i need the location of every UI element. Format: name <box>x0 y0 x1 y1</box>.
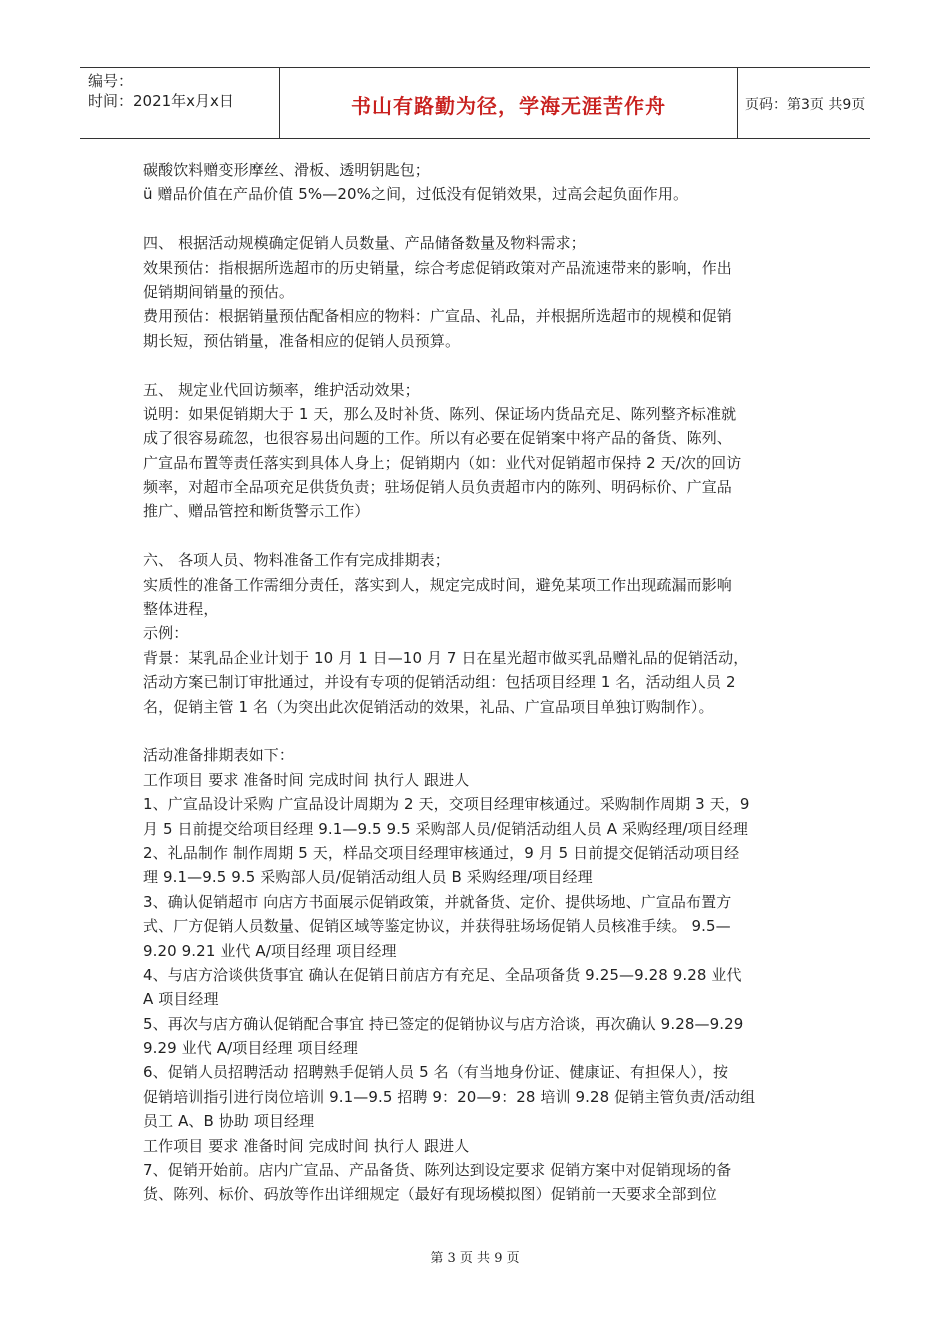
body-text-line: 示例： <box>143 624 189 643</box>
header-motto: 书山有路勤为径，学海无涯苦作舟 <box>351 94 666 118</box>
body-text-line: A 项目经理 <box>143 990 219 1009</box>
body-text-line: 广宣品布置等责任落实到具体人身上；促销期内（如：业代对促销超市保持 2 天/次的回访 <box>143 453 742 472</box>
blank-line <box>143 353 808 377</box>
header-left-cell <box>80 68 279 138</box>
body-text-line: 理 9.1—9.5 9.5 采购部人员/促销活动组人员 B 采购经理/项目经理 <box>143 868 593 887</box>
body-text-line: 2、礼品制作 制作周期 5 天，样品交项目经理审核通过，9 月 5 日前提交促销活动项目经 <box>143 843 740 862</box>
body-text-line: 9.29 业代 A/项目经理 项目经理 <box>143 1039 358 1058</box>
body-text-line: 式、厂方促销人员数量、促销区域等鉴定协议，并获得驻场场促销人员核准手续。 9.5— <box>143 917 731 936</box>
body-text-line: 5、再次与店方确认促销配合事宜 持已签定的促销协议与店方洽谈，再次确认 9.28—9.29 <box>143 1014 744 1033</box>
document-number-label: 编号： <box>88 72 134 90</box>
body-text-line: 7、促销开始前。店内广宣品、产品备货、陈列达到设定要求 促销方案中对促销现场的备 <box>143 1161 732 1180</box>
body-text-line: 费用预估：根据销量预估配备相应的物料：广宣品、礼品，并根据所选超市的规模和促销 <box>143 307 732 326</box>
blank-line <box>143 719 808 743</box>
body-text-line: 六、 各项人员、物料准备工作有完成排期表； <box>143 551 450 570</box>
body-text-line: 成了很容易疏忽，也很容易出问题的工作。所以有必要在促销案中将产品的备货、陈列、 <box>143 429 732 448</box>
body-text-line: 活动方案已制订审批通过，并设有专项的促销活动组：包括项目经理 1 名，活动组人员 2 <box>143 673 736 692</box>
blank-line <box>143 524 808 548</box>
body-text-line: 6、促销人员招聘活动 招聘熟手促销人员 5 名（有当地身份证、健康证、有担保人），按 <box>143 1063 729 1082</box>
body-text-line: 工作项目 要求 准备时间 完成时间 执行人 跟进人 <box>143 770 470 789</box>
body-text-line: 名，促销主管 1 名（为突出此次促销活动的效果，礼品、广宣品项目单独订购制作）。 <box>143 697 714 716</box>
body-text-line: ü 赠品价值在产品价值 5%—20%之间，过低没有促销效果，过高会起负面作用。 <box>143 185 689 204</box>
document-date: 时间：2021年x月x日 <box>88 92 234 110</box>
body-text-line: 背景：某乳品企业计划于 10 月 1 日—10 月 7 日在星光超市做买乳品赠礼品的促销活动， <box>143 648 749 667</box>
body-text-line: 整体进程， <box>143 600 219 619</box>
body-text-line: 月 5 日前提交给项目经理 9.1—9.5 9.5 采购部人员/促销活动组人员 A 采购经理/项目经理 <box>143 819 748 838</box>
body-text-line: 1、广宣品设计采购 广宣品设计周期为 2 天，交项目经理审核通过。采购制作周期 3 天，9 <box>143 795 750 814</box>
body-text-line: 4、与店方洽谈供货事宜 确认在促销日前店方有充足、全品项备货 9.25—9.28 9.28 业代 <box>143 965 742 984</box>
page-footer: 第 3 页 共 9 页 <box>430 1251 520 1266</box>
body-text-line: 五、 规定业代回访频率，维护活动效果； <box>143 380 420 399</box>
body-text-line: 四、 根据活动规模确定促销人员数量、产品储备数量及物料需求； <box>143 234 586 253</box>
body-text-line: 说明：如果促销期大于 1 天，那么及时补货、陈列、保证场内货品充足、陈列整齐标准就 <box>143 404 737 423</box>
body-text-line: 9.20 9.21 业代 A/项目经理 项目经理 <box>143 941 397 960</box>
body-text-line: 碳酸饮料赠变形摩丝、滑板、透明钥匙包； <box>143 161 430 179</box>
body-text-line: 活动准备排期表如下： <box>143 746 295 765</box>
body-text-line: 货、陈列、标价、码放等作出详细规定（最好有现场模拟图）促销前一天要求全部到位 <box>143 1185 717 1204</box>
body-text-line: 效果预估：指根据所选超市的历史销量，综合考虑促销政策对产品流速带来的影响，作出 <box>143 258 732 277</box>
header-motto-cell <box>279 68 738 138</box>
body-text-line: 员工 A、B 协助 项目经理 <box>143 1112 315 1131</box>
document-body <box>143 158 808 1207</box>
body-text-line: 频率，对超市全品项充足供货负责；驻场促销人员负责超市内的陈列、明码标价、广宣品 <box>143 478 732 497</box>
header-page-info: 页码：第3页 共9页 <box>745 97 866 113</box>
blank-line <box>143 207 808 231</box>
body-text-line: 期长短，预估销量，准备相应的促销人员预算。 <box>143 331 461 350</box>
body-text-line: 推广、赠品管控和断货警示工作） <box>143 502 370 521</box>
body-text-line: 工作项目 要求 准备时间 完成时间 执行人 跟进人 <box>143 1136 470 1155</box>
header-page-cell <box>737 68 870 138</box>
page-header <box>80 67 870 139</box>
body-text-line: 3、确认促销超市 向店方书面展示促销政策，并就备货、定价、提供场地、广宣品布置方 <box>143 892 732 911</box>
body-text-line: 实质性的准备工作需细分责任，落实到人，规定完成时间，避免某项工作出现疏漏而影响 <box>143 575 732 594</box>
body-text-line: 促销培训指引进行岗位培训 9.1—9.5 招聘 9：20—9：28 培训 9.28 促销主管负责/活动组 <box>143 1087 756 1106</box>
body-text-line: 促销期间销量的预估。 <box>143 282 295 301</box>
